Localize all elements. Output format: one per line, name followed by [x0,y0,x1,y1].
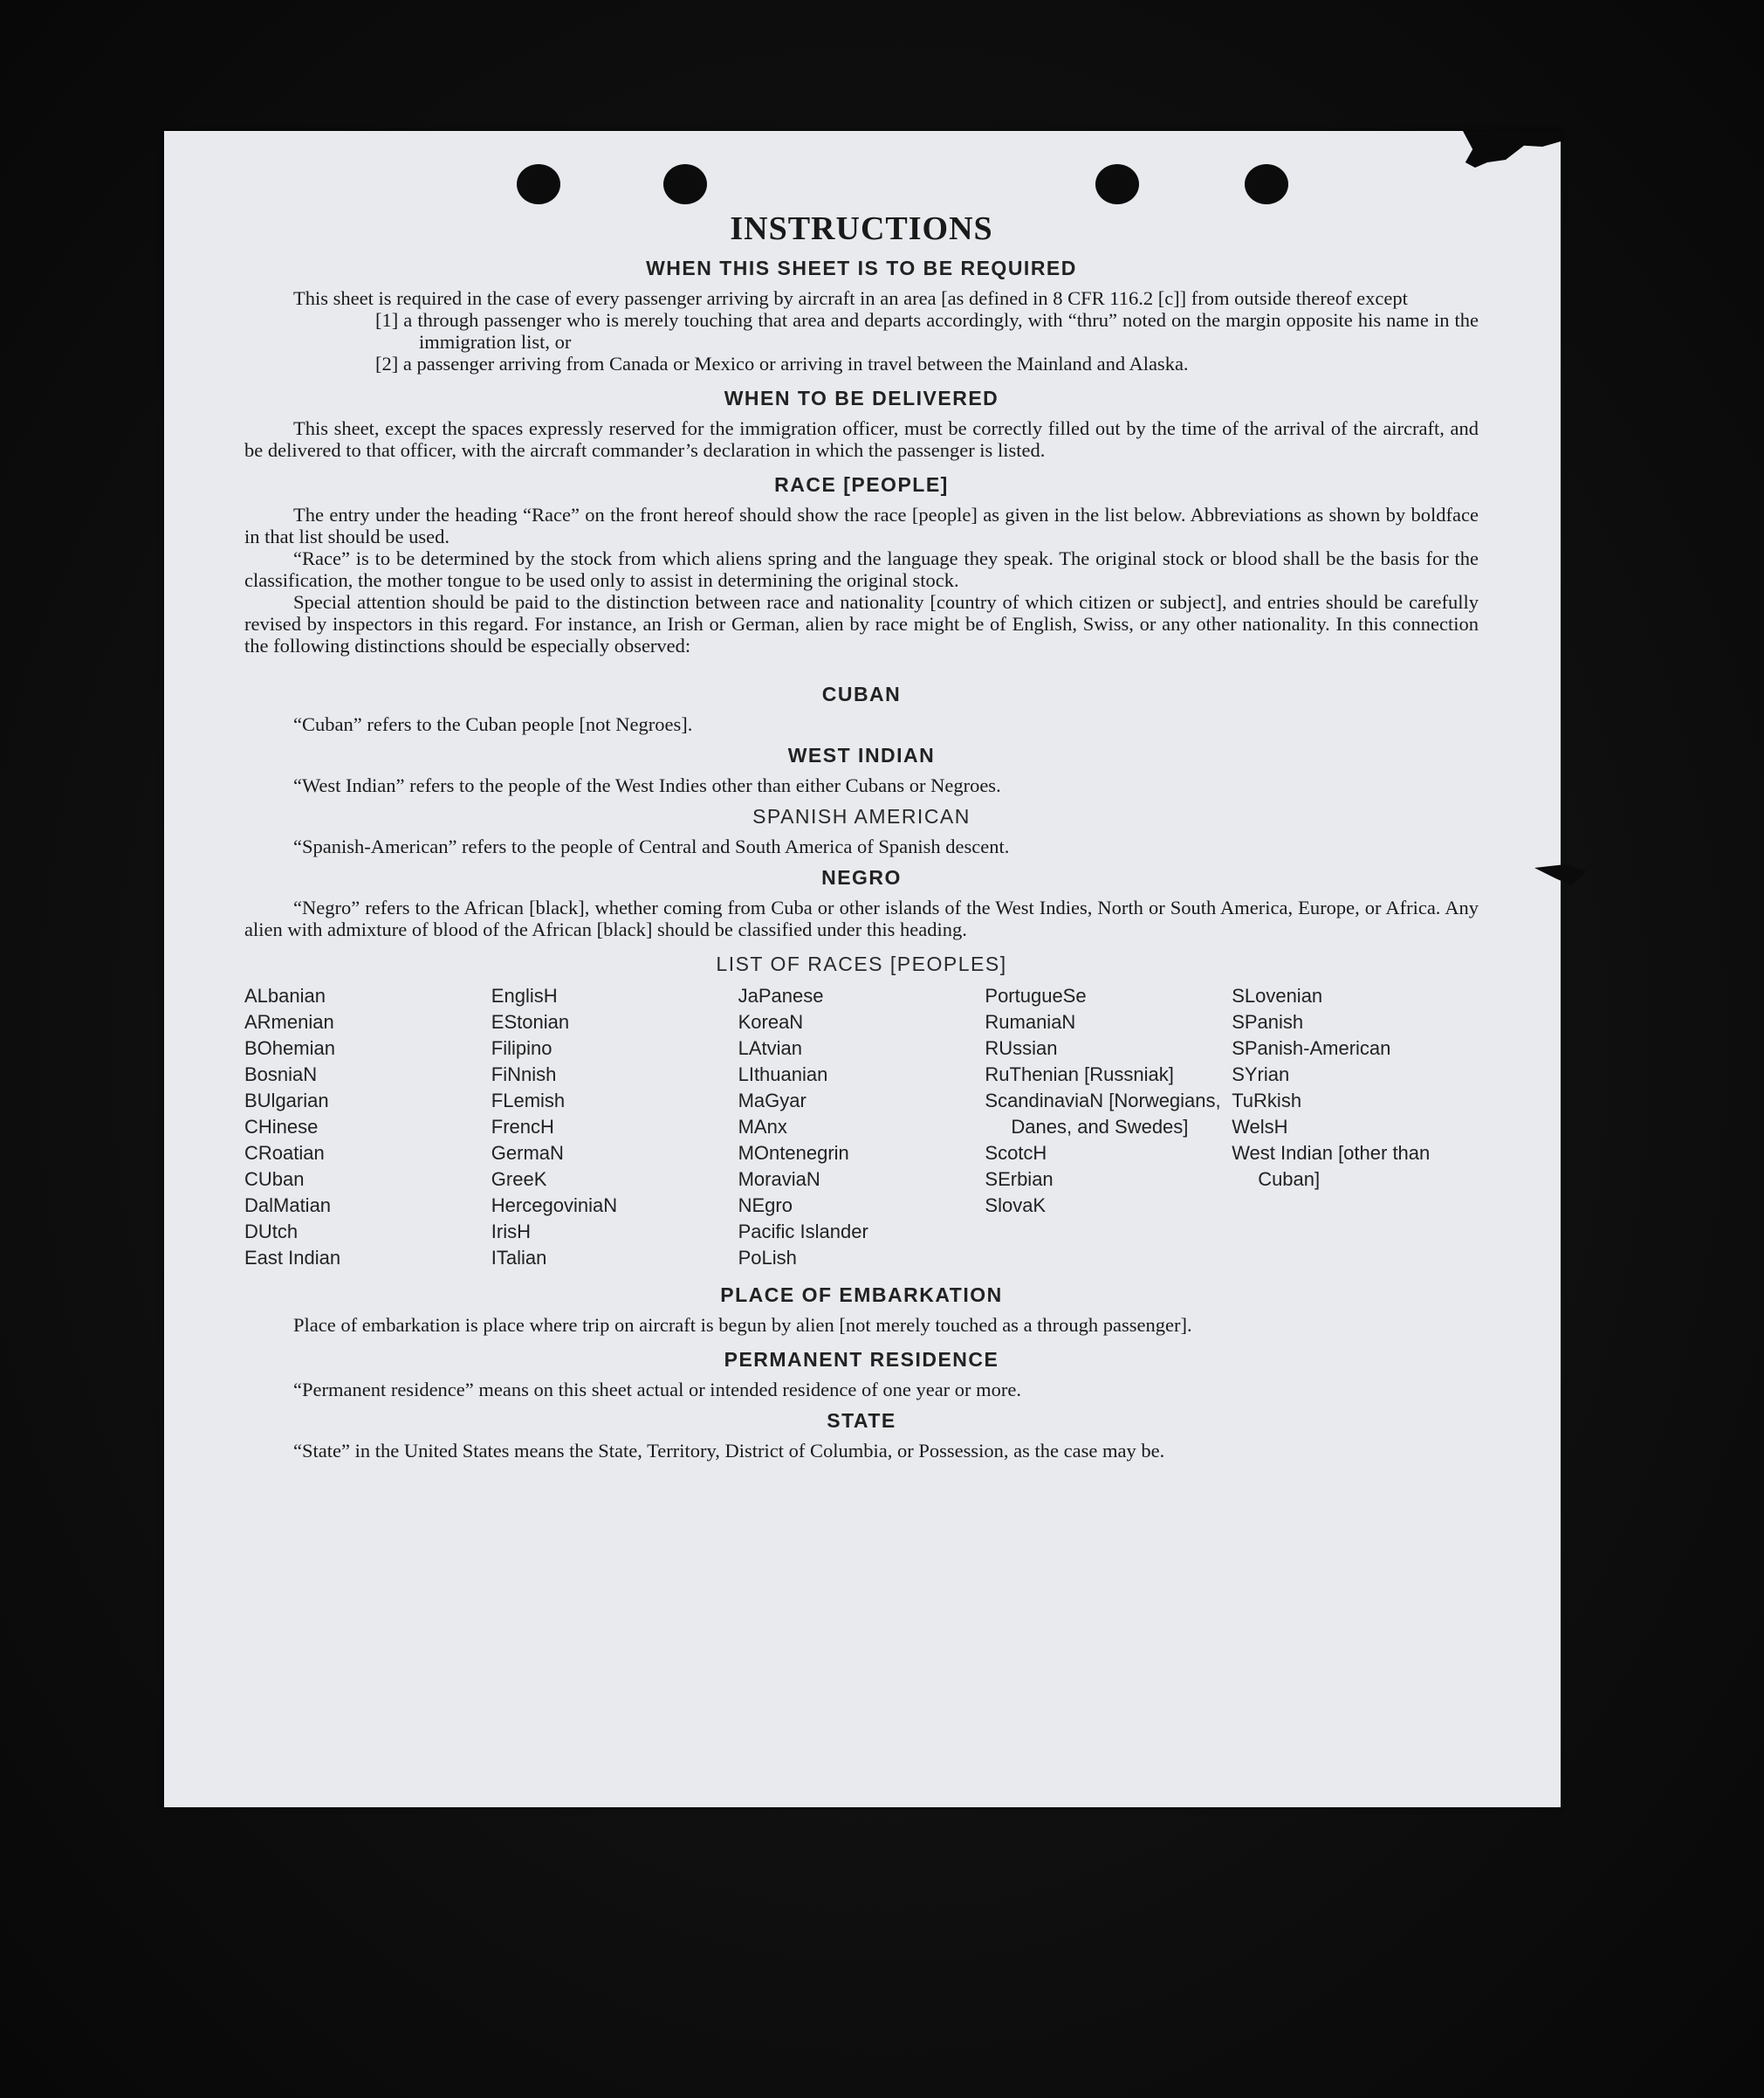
race-entry: EStonian [491,1011,570,1033]
embarkation-text: Place of embarkation is place where trip on aircraft is begun by alien [not merely touched as a through passenger]. [293,1314,1192,1336]
race-entry: MaGyar [738,1090,806,1111]
heading-embarkation: PLACE OF EMBARKATION [720,1283,1003,1306]
heading-when-required: WHEN THIS SHEET IS TO BE REQUIRED [646,257,1077,279]
heading-west-indian: WEST INDIAN [787,744,936,767]
heading-residence: PERMANENT RESIDENCE [724,1348,999,1371]
race-entry: EnglisH [491,985,558,1007]
state-text: “State” in the United States means the State, Territory, District of Columbia, or Possession, as the case may be. [293,1440,1165,1462]
race-entry: HercegoviniaN [491,1194,618,1216]
heading-negro: NEGRO [821,866,902,889]
race-entry: SPanish [1232,1011,1304,1033]
punch-hole [663,164,707,204]
heading-cuban: CUBAN [821,683,902,705]
race-entry: ITalian [491,1247,547,1269]
race-entry: DalMatian [244,1194,332,1216]
races-column [491,983,738,1271]
race-entry: PoLish [738,1247,797,1269]
race-entry: GermaN [491,1142,564,1164]
heading-race: RACE [PEOPLE] [774,473,949,496]
race-entry: CHinese [244,1116,319,1138]
race-entry: SPanish-American [1232,1037,1391,1059]
race-paragraph: “Race” is to be determined by the stock from which aliens spring and the language they speak. The original stock or blood shall be the basis for the classification, the mother tongue to be used only to assist in determining the original stock. [244,547,1479,591]
punch-hole [1095,164,1139,204]
heading-spanish-american: SPANISH AMERICAN [752,805,971,828]
race-entry: BosniaN [244,1063,318,1085]
race-entry: MOntenegrin [738,1142,849,1164]
race-entry: IrisH [491,1221,532,1242]
race-paragraph: The entry under the heading “Race” on the front hereof should show the race [people] as given in the list below. Abbreviations as shown by boldface in that list should be used. [244,504,1479,547]
race-entry: ARmenian [244,1011,334,1033]
race-entry: East Indian [244,1247,341,1269]
when-required-intro: This sheet is required in the case of every passenger arriving by aircraft in an area [as defined in 8 CFR 116.2 [c]] from outside thereof except [293,287,1408,309]
race-entry: CRoatian [244,1142,325,1164]
race-paragraph: Special attention should be paid to the distinction between race and nationality [country of which citizen or subject], and entries should be carefully revised by inspectors in this regard. For instance, an Irish or German, alien by race might be of English, Swiss, or any other nationality. In this connection the following distinctions should be especially observed: [244,591,1479,657]
punch-hole [1245,164,1288,204]
exception-item: [2] a passenger arriving from Canada or Mexico or arriving in travel between the Mainland and Alaska. [375,353,1189,375]
race-entry: RuThenian [Russniak] [985,1063,1174,1085]
race-entry: ALbanian [244,985,326,1007]
race-entry: MAnx [738,1116,787,1138]
races-column [244,983,491,1271]
race-entry: FLemish [491,1090,566,1111]
race-entry: RumaniaN [985,1011,1076,1033]
west-indian-text: “West Indian” refers to the people of the West Indies other than either Cubans or Negroes. [293,774,1001,796]
race-entry: ScotcH [985,1142,1047,1164]
race-entry: SErbian [985,1168,1054,1190]
torn-corner [1438,131,1561,183]
spanish-american-text: “Spanish-American” refers to the people of Central and South America of Spanish descent. [293,836,1010,857]
race-entry: DUtch [244,1221,299,1242]
race-entry: MoraviaN [738,1168,820,1190]
race-entry: CUban [244,1168,305,1190]
race-entry: WelsH [1232,1116,1288,1138]
races-column [985,983,1232,1271]
race-entry: Filipino [491,1037,553,1059]
race-entry: RUssian [985,1037,1058,1059]
cuban-text: “Cuban” refers to the Cuban people [not Negroes]. [293,713,693,735]
exception-item: [1] a through passenger who is merely touching that area and departs accordingly, with “thru” noted on the margin opposite his name in the immigration list, or [375,309,1479,353]
races-column [1232,983,1479,1271]
race-entry: GreeK [491,1168,547,1190]
race-entry: SYrian [1232,1063,1290,1085]
race-entry: JaPanese [738,985,824,1007]
race-entry: FrencH [491,1116,554,1138]
race-entry: SlovaK [985,1194,1047,1216]
race-entry: SLovenian [1232,985,1323,1007]
heading-list-of-races: LIST OF RACES [PEOPLES] [716,953,1007,975]
instruction-sheet [164,131,1561,1807]
race-entry: BOhemian [244,1037,335,1059]
races-list [244,983,1479,1271]
race-entry: BUlgarian [244,1090,329,1111]
negro-text: “Negro” refers to the African [black], whether coming from Cuba or other islands of the West Indies, North or South America, Europe, or Africa. Any alien with admixture of blood of the African [black] should be classified under this heading. [244,897,1479,940]
race-entry: NEgro [738,1194,793,1216]
race-entry: West Indian [other than Cuban] [1232,1142,1431,1190]
race-entry: FiNnish [491,1063,557,1085]
race-entry: ScandinaviaN [Norwegians, Danes, and Swedes] [985,1090,1221,1138]
race-entry: TuRkish [1232,1090,1302,1111]
sheet-content [244,210,1479,1462]
race-entry: KoreaN [738,1011,804,1033]
race-entry: PortugueSe [985,985,1087,1007]
races-column [738,983,985,1271]
residence-text: “Permanent residence” means on this sheet actual or intended residence of one year or more. [293,1379,1022,1400]
race-entry: LAtvian [738,1037,802,1059]
punch-hole [517,164,560,204]
heading-when-delivered: WHEN TO BE DELIVERED [724,387,999,409]
heading-state: STATE [827,1409,896,1432]
when-delivered-text: This sheet, except the spaces expressly reserved for the immigration officer, must be correctly filled out by the time of the arrival of the aircraft, and be delivered to that officer, with the aircraft commander’s declaration in which the passenger is listed. [244,417,1479,461]
race-entry: LIthuanian [738,1063,828,1085]
page-title: INSTRUCTIONS [730,210,993,247]
race-entry: Pacific Islander [738,1221,868,1242]
